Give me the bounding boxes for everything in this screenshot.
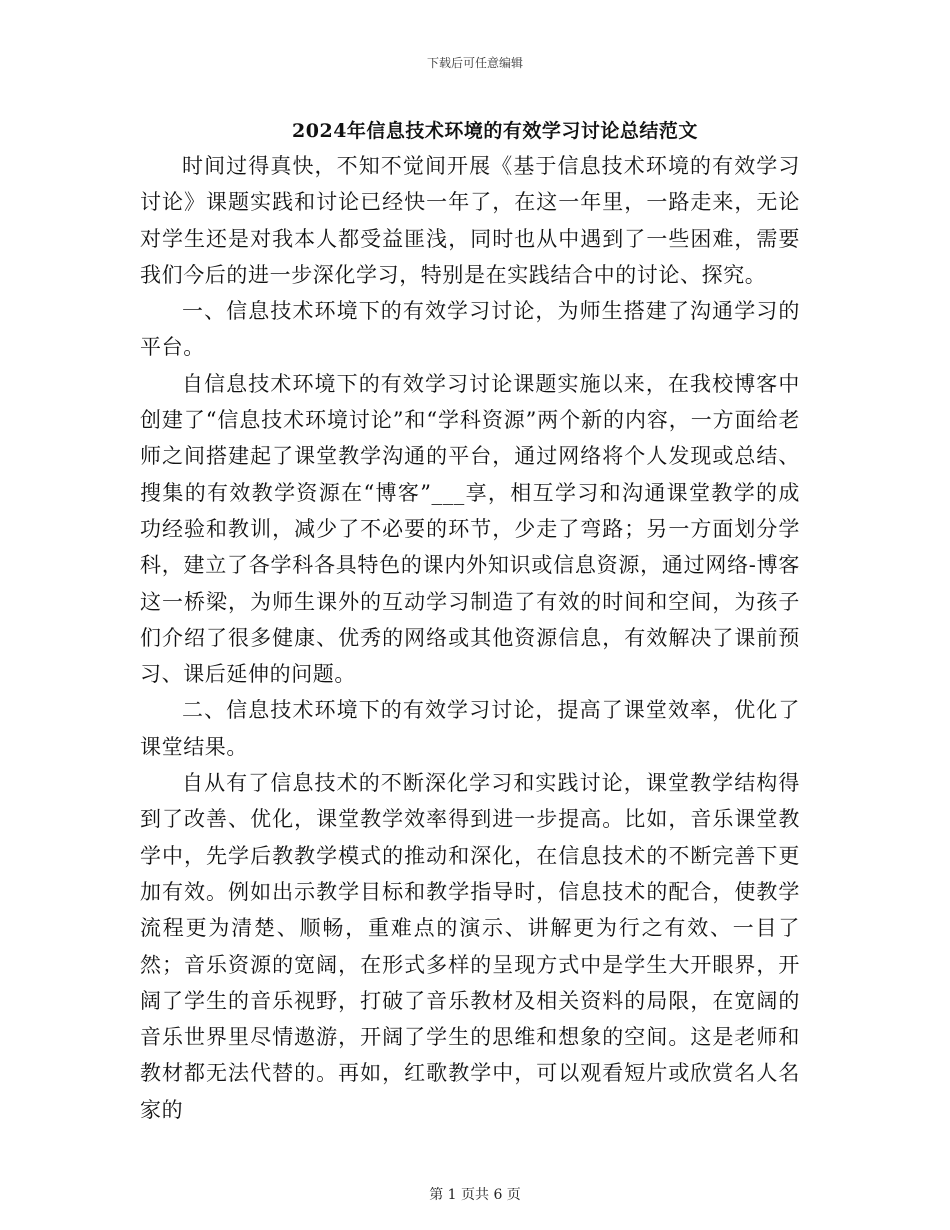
document-title: 2024年信息技术环境的有效学习讨论总结范文 [292, 120, 698, 142]
paragraph-section-1-body: 自信息技术环境下的有效学习讨论课题实施以来，在我校博客中创建了“信息技术环境讨论”和“学科资源”两个新的内容，一方面给老师之间搭建起了课堂教学沟通的平台，通过网络将个人发现或总结、搜集的有效教学资源在“博客”___享，相互学习和沟通课堂教学的成功经验和教训，减少了不必要的环节，少走了弯路；另一方面划分学科，建立了各学科各具特色的课内外知识或信息资源，通过网络-博客这一桥梁，为师生课外的互动学习制造了有效的时间和空间，为孩子们介绍了很多健康、优秀的网络或其他资源信息，有效解决了课前预习、课后延伸的问题。 [140, 371, 800, 687]
paragraph-intro: 时间过得真快，不知不觉间开展《基于信息技术环境的有效学习讨论》课题实践和讨论已经快一年了，在这一年里，一路走来，无论对学生还是对我本人都受益匪浅，同时也从中遇到了一些困难，需要我们今后的进一步深化学习，特别是在实践结合中的讨论、探究。 [140, 154, 800, 287]
paragraph-section-2-heading: 二、信息技术环境下的有效学习讨论，提高了课堂效率，优化了课堂结果。 [140, 698, 800, 759]
page-number-footer: 第 1 页共 6 页 [429, 1187, 521, 1203]
page-header-note: 下载后可任意编辑 [426, 56, 523, 70]
document-body [140, 148, 800, 1128]
paragraph-section-2-body: 自从有了信息技术的不断深化学习和实践讨论，课堂教学结构得到了改善、优化，课堂教学效率得到进一步提高。比如，音乐课堂教学中，先学后教教学模式的推动和深化，在信息技术的不断完善下更加有效。例如出示教学目标和教学指导时，信息技术的配合，使教学流程更为清楚、顺畅，重难点的演示、讲解更为行之有效、一目了然；音乐资源的宽阔，在形式多样的呈现方式中是学生大开眼界，开阔了学生的音乐视野，打破了音乐教材及相关资料的局限，在宽阔的音乐世界里尽情遨游，开阔了学生的思维和想象的空间。这是老师和教材都无法代替的。再如，红歌教学中，可以观看短片或欣赏名人名家的 [140, 771, 800, 1122]
paragraph-section-1-heading: 一、信息技术环境下的有效学习讨论，为师生搭建了沟通学习的平台。 [140, 299, 800, 360]
